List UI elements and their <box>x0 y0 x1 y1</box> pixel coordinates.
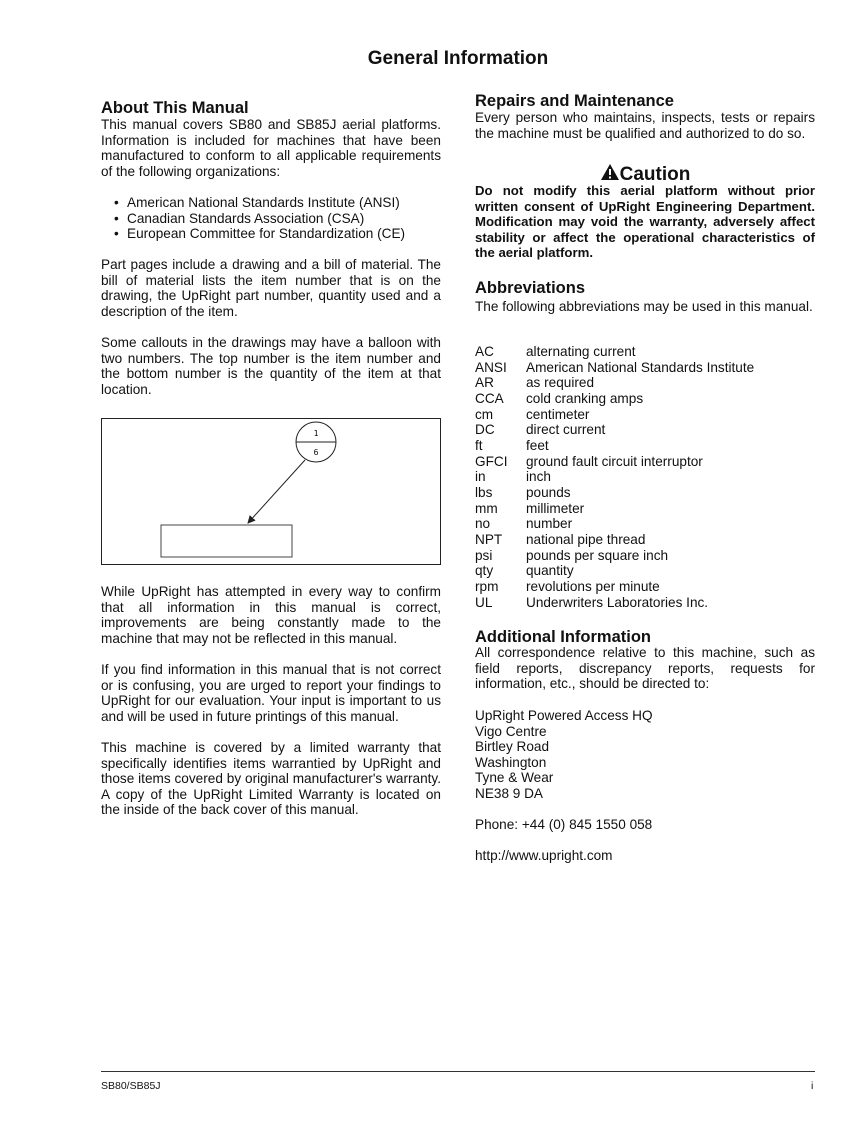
abbreviation-meaning: American National Standards Institute <box>526 359 755 375</box>
about-para-1: This manual covers SB80 and SB85J aerial platforms. Information is included for machines that have been manufactured to conform to all applicable requirements of the following organizations: <box>101 117 441 179</box>
abbreviation-row <box>475 344 815 360</box>
abbreviation-row <box>475 579 815 595</box>
abbreviation-row <box>475 501 815 517</box>
part-rectangle <box>161 525 292 557</box>
abbreviation: CCA <box>475 390 504 406</box>
address-line: Vigo Centre <box>475 723 547 739</box>
abbreviation: GFCI <box>475 453 508 469</box>
abbreviations-intro: The following abbreviations may be used in this manual. <box>475 299 813 314</box>
abbreviation-meaning: revolutions per minute <box>526 578 660 594</box>
abbreviation-row <box>475 422 815 438</box>
abbreviation: psi <box>475 547 493 563</box>
abbreviation: ft <box>475 437 483 453</box>
abbreviation-row <box>475 548 815 564</box>
abbreviation-row <box>475 360 815 376</box>
abbreviation-row <box>475 469 815 485</box>
abbreviation-meaning: cold cranking amps <box>526 390 644 406</box>
warning-triangle-icon <box>600 163 620 181</box>
abbreviation-row <box>475 391 815 407</box>
balloon-callout-figure <box>101 418 441 565</box>
balloon-item-number: 1 <box>313 429 319 438</box>
abbreviation: ANSI <box>475 359 507 375</box>
abbreviation-meaning: Underwriters Laboratories Inc. <box>526 594 709 610</box>
phone-number: Phone: +44 (0) 845 1550 058 <box>475 817 653 832</box>
abbreviation-meaning: centimeter <box>526 406 590 422</box>
abbreviation: AC <box>475 344 494 359</box>
abbreviation-meaning: quantity <box>526 563 574 579</box>
callout-arrow <box>248 460 305 523</box>
abbreviation: mm <box>475 500 498 516</box>
organization-item: • European Committee for Standardization (CE) <box>101 226 441 242</box>
abbreviation-row <box>475 454 815 470</box>
page-number: i <box>811 1080 814 1092</box>
abbreviation-meaning: as required <box>526 375 595 391</box>
additional-info-heading: Additional Information <box>475 628 651 646</box>
abbreviation: AR <box>475 375 494 391</box>
abbreviation: rpm <box>475 578 499 594</box>
abbreviation-meaning: ground fault circuit interruptor <box>526 453 703 469</box>
organization-item: • Canadian Standards Association (CSA) <box>101 211 441 227</box>
address-line: UpRight Powered Access HQ <box>475 708 653 723</box>
abbreviation-row <box>475 516 815 532</box>
page-title: General Information <box>367 48 549 69</box>
address-line: Tyne & Wear <box>475 770 554 786</box>
abbreviation-meaning: inch <box>526 469 551 485</box>
abbreviation-meaning: number <box>526 516 573 532</box>
about-para-6: This machine is covered by a limited warranty that specifically identifies items warrantied by UpRight and those items covered by original manufacturer's warranty. A copy of the UpRight Limited Warranty is located on the inside of the back cover of this manual. <box>101 740 441 818</box>
organizations-list <box>101 195 441 242</box>
abbreviation-meaning: millimeter <box>526 500 585 516</box>
abbreviation: in <box>475 469 486 485</box>
balloon-quantity: 6 <box>313 448 319 457</box>
abbreviation: cm <box>475 406 494 422</box>
about-para-5: If you find information in this manual that is not correct or is confusing, you are urged to report your findings to UpRight for our evaluation. Your input is important to us and will be used in future printings of this manual. <box>101 662 441 724</box>
website-link[interactable]: http://www.upright.com <box>475 848 613 863</box>
organization-item: • American National Standards Institute (ANSI) <box>101 195 441 211</box>
abbreviation-row <box>475 438 815 454</box>
footer-model: SB80/SB85J <box>101 1080 161 1092</box>
abbreviation-meaning: national pipe thread <box>526 531 646 547</box>
abbreviation-row <box>475 532 815 548</box>
repairs-text: Every person who maintains, inspects, tests or repairs the machine must be qualified and authorized to do so. <box>475 110 815 141</box>
abbreviation-meaning: pounds per square inch <box>526 547 669 563</box>
address-line: NE38 9 DA <box>475 785 544 801</box>
abbreviation-row <box>475 375 815 391</box>
abbreviation-meaning: feet <box>526 437 549 453</box>
address-line: Birtley Road <box>475 739 550 755</box>
abbreviation-row <box>475 485 815 501</box>
abbreviation-meaning: pounds <box>526 484 571 500</box>
abbreviation-row <box>475 407 815 423</box>
abbreviations-heading: Abbreviations <box>475 279 586 297</box>
abbreviation-row <box>475 563 815 579</box>
caution-label: Caution <box>619 164 691 185</box>
caution-text: Do not modify this aerial platform without prior written consent of UpRight Engineering Department. Modification may void the warranty, adversely affect stability or affect the operational characteristics of the aerial platform. <box>475 183 815 261</box>
abbreviation: lbs <box>475 484 493 500</box>
abbreviation: UL <box>475 594 493 610</box>
abbreviation-row <box>475 595 815 611</box>
about-para-3: Some callouts in the drawings may have a balloon with two numbers. The top number is the item number and the bottom number is the quantity of the item at that location. <box>101 335 441 397</box>
balloon-drawing <box>101 418 441 565</box>
caution-heading <box>475 163 815 185</box>
abbreviation-meaning: alternating current <box>526 344 636 359</box>
footer-divider <box>101 1071 815 1072</box>
additional-info-text: All correspondence relative to this machine, such as field reports, discrepancy reports, requests for information, etc., should be directed to: <box>475 645 815 692</box>
about-para-4: While UpRight has attempted in every way to confirm that all information in this manual is correct, improvements are being constantly made to the machine that may not be reflected in this manual. <box>101 584 441 646</box>
abbreviation: NPT <box>475 531 503 547</box>
abbreviation: DC <box>475 422 495 438</box>
abbreviations-list <box>475 344 815 610</box>
abbreviation-meaning: direct current <box>526 422 606 438</box>
abbreviation: no <box>475 516 491 532</box>
address-line: Washington <box>475 754 547 770</box>
address-block <box>475 708 815 802</box>
about-para-2: Part pages include a drawing and a bill of material. The bill of material lists the item number that is on the drawing, the UpRight part number, quantity used and a description of the item. <box>101 257 441 319</box>
about-heading: About This Manual <box>101 99 249 117</box>
repairs-heading: Repairs and Maintenance <box>475 92 674 110</box>
abbreviation: qty <box>475 563 494 579</box>
